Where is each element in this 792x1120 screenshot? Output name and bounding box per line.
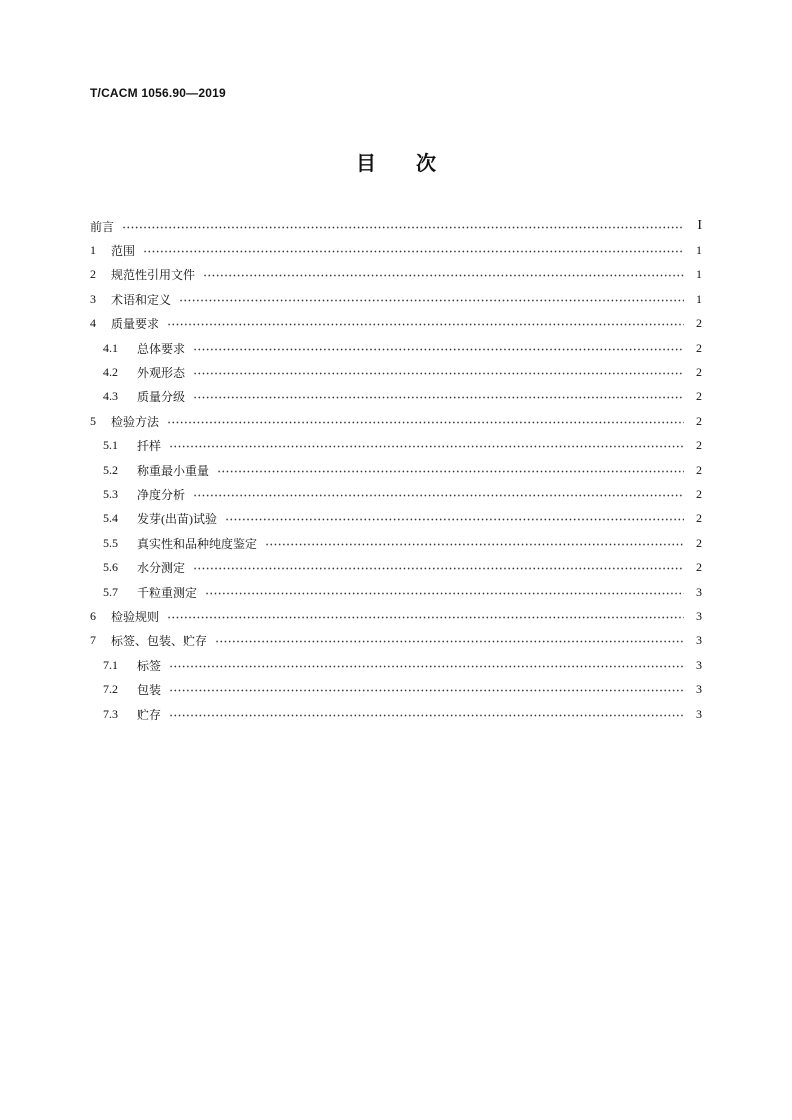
toc-entry-5-2 (90, 458, 702, 482)
toc-leader-dots (205, 592, 684, 595)
toc-entry-5-7 (90, 580, 702, 604)
toc-page-number: 1 (696, 267, 702, 282)
toc-entry-title: 称重最小重量 (137, 463, 210, 478)
toc-page-number: 3 (696, 657, 702, 672)
toc-entry-title: 检验规则 (111, 609, 160, 624)
toc-entry-number: 4 (90, 316, 96, 331)
toc-page-number: 2 (696, 511, 702, 526)
toc-leader-dots (217, 470, 684, 473)
toc-entry-4-3 (90, 385, 702, 409)
toc-page-number: 2 (696, 560, 702, 575)
toc-entry-title: 质量要求 (111, 317, 160, 332)
toc-entry-7-1 (90, 653, 702, 677)
toc-entry-title: 水分测定 (137, 561, 186, 576)
toc-entry-title: 质量分级 (137, 390, 186, 405)
toc-entry-number: 5.6 (103, 560, 118, 575)
toc-entry-number: 6 (90, 608, 96, 623)
toc-entry-title: 总体要求 (137, 341, 186, 356)
toc-entry-number: 5.4 (103, 511, 118, 526)
toc-entry-5-1 (90, 434, 702, 458)
toc-leader-dots (193, 372, 684, 375)
toc-page-number: 2 (696, 535, 702, 550)
toc-entry-title: 标签、包装、贮存 (111, 634, 208, 649)
toc-entry-5-6 (90, 555, 702, 579)
toc-entry-title: 检验方法 (111, 414, 160, 429)
toc-leader-dots (169, 445, 684, 448)
toc-entry-title: 包装 (137, 683, 162, 698)
toc-leader-dots (179, 299, 684, 302)
toc-entry-number: 5 (90, 413, 96, 428)
toc-page-number: 2 (696, 462, 702, 477)
toc-entry-title: 术语和定义 (111, 292, 172, 307)
toc-entry-number: 5.2 (103, 462, 118, 477)
toc-leader-dots (167, 323, 684, 326)
toc-entry-4-2 (90, 360, 702, 384)
toc-entry-5-4 (90, 507, 702, 531)
toc-page-number: 2 (696, 365, 702, 380)
toc-page-number: I (697, 218, 702, 234)
toc-page-number: 2 (696, 486, 702, 501)
toc-entry-number: 2 (90, 267, 96, 282)
toc-leader-dots (169, 665, 684, 668)
toc-entry-foreword (90, 214, 702, 238)
toc-entry-number: 5.7 (103, 584, 118, 599)
toc-leader-dots (203, 274, 684, 277)
table-of-contents (90, 214, 702, 726)
toc-leader-dots (265, 543, 684, 546)
toc-entry-number: 4.1 (103, 340, 118, 355)
toc-leader-dots (169, 714, 684, 717)
toc-entry-2 (90, 263, 702, 287)
toc-entry-1 (90, 238, 702, 262)
toc-leader-dots (143, 250, 684, 253)
toc-leader-dots (169, 689, 684, 692)
toc-entry-number: 5.1 (103, 438, 118, 453)
toc-entry-6 (90, 604, 702, 628)
toc-page-number: 3 (696, 682, 702, 697)
toc-entry-number: 1 (90, 243, 96, 258)
toc-leader-dots (193, 396, 684, 399)
toc-entry-7 (90, 629, 702, 653)
toc-page-number: 3 (696, 706, 702, 721)
toc-entry-4 (90, 312, 702, 336)
toc-entry-number: 5.3 (103, 486, 118, 501)
toc-page-number: 3 (696, 584, 702, 599)
toc-entry-number: 4.2 (103, 365, 118, 380)
toc-leader-dots (167, 421, 684, 424)
toc-entry-5 (90, 409, 702, 433)
toc-entry-3 (90, 287, 702, 311)
toc-entry-title: 前言 (90, 219, 115, 234)
standard-code: T/CACM 1056.90—2019 (90, 86, 226, 100)
toc-page-number: 2 (696, 413, 702, 428)
toc-leader-dots (225, 518, 684, 521)
toc-entry-number: 7 (90, 633, 96, 648)
toc-entry-number: 7.1 (103, 657, 118, 672)
toc-entry-title: 规范性引用文件 (111, 268, 196, 283)
toc-entry-title: 千粒重测定 (137, 585, 198, 600)
page-title: 目 次 (356, 151, 436, 175)
toc-entry-title: 净度分析 (137, 487, 186, 502)
toc-entry-title: 外观形态 (137, 366, 186, 381)
toc-entry-title: 标签 (137, 658, 162, 673)
toc-page-number: 2 (696, 340, 702, 355)
toc-leader-dots (193, 494, 684, 497)
toc-entry-number: 7.3 (103, 706, 118, 721)
toc-entry-5-3 (90, 482, 702, 506)
toc-entry-7-2 (90, 677, 702, 701)
toc-leader-dots (193, 567, 684, 570)
toc-leader-dots (215, 640, 684, 643)
toc-entry-5-5 (90, 531, 702, 555)
toc-entry-4-1 (90, 336, 702, 360)
toc-page-number: 1 (696, 243, 702, 258)
toc-entry-number: 5.5 (103, 535, 118, 550)
toc-leader-dots (167, 616, 684, 619)
toc-entry-title: 范围 (111, 244, 136, 259)
toc-page-number: 1 (696, 291, 702, 306)
toc-leader-dots (122, 226, 684, 229)
toc-page-number: 2 (696, 438, 702, 453)
toc-entry-7-3 (90, 702, 702, 726)
toc-entry-number: 4.3 (103, 389, 118, 404)
toc-page-number: 3 (696, 633, 702, 648)
toc-entry-title: 真实性和品种纯度鉴定 (137, 536, 258, 551)
toc-entry-number: 3 (90, 291, 96, 306)
toc-leader-dots (193, 348, 684, 351)
toc-entry-number: 7.2 (103, 682, 118, 697)
toc-entry-title: 发芽(出苗)试验 (137, 512, 217, 527)
toc-page-number: 2 (696, 316, 702, 331)
toc-entry-title: 贮存 (137, 707, 162, 722)
toc-page-number: 3 (696, 608, 702, 623)
toc-page-number: 2 (696, 389, 702, 404)
toc-entry-title: 扦样 (137, 439, 162, 454)
